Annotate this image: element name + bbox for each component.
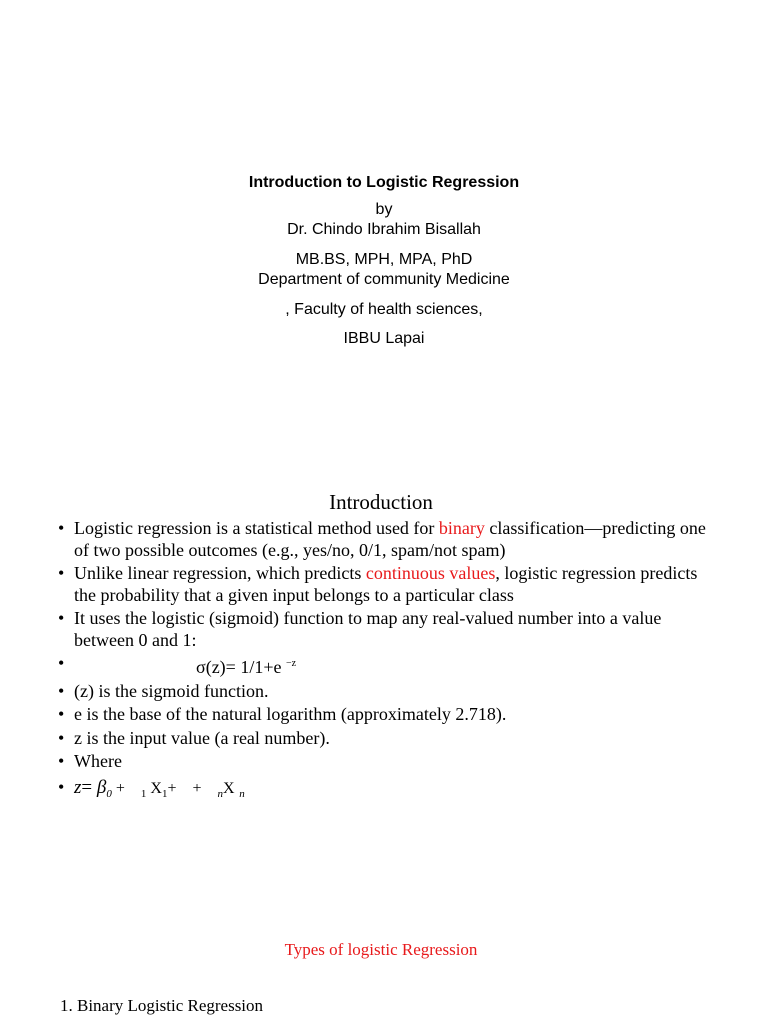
document-title: Introduction to Logistic Regression [248,174,520,191]
highlight-binary: binary [438,518,485,538]
faculty: , Faculty of health sciences, [285,301,483,318]
bullet-item [58,777,718,806]
binary-logistic-item: 1. Binary Logistic Regression [60,996,264,1015]
bullet-text: Unlike linear regression, which predicts [74,563,366,583]
bullet-text: classification—predicting one of two possible outcomes (e.g., yes/no, 0/1, spam/not spam) [74,518,706,560]
linear-predictor-formula: $z= \beta_0$ + $_1$ $X_1+$ + $_n$X $_n$ [74,776,245,800]
bullet-text: , logistic regression predicts the probability that a given input belongs to a particular class [74,563,698,605]
bullet-item [58,751,718,773]
bullet-icon: • [58,776,65,797]
bullet-icon: • [58,563,65,583]
sigmoid-formula: σ(z)= 1/1+e $^{-z}$ [196,657,297,677]
author-degrees: MB.BS, MPH, MPA, PhD [295,251,473,268]
bullet-icon: • [58,727,65,748]
bullet-text: It uses the logistic (sigmoid) function to map any real-valued number into a value between 0 and 1: [74,608,662,650]
author-name: Dr. Chindo Ibrahim Bisallah [287,221,481,238]
bullet-item [58,563,718,606]
bullet-icon: • [58,518,65,538]
bullet-icon: • [58,680,65,701]
title-block [0,173,768,349]
by-line: by [375,201,393,218]
bullet-text: e is the base of the natural logarithm (approximately 2.718). [74,704,507,724]
bullet-item [58,728,718,750]
bullet-icon: • [58,704,65,724]
bullet-text: (z) is the sigmoid function. [74,680,269,701]
institution: IBBU Lapai [343,330,425,347]
bullet-icon: • [58,608,65,628]
bullet-item [58,681,718,703]
highlight-continuous: continuous values [365,563,496,583]
bullet-item [58,518,718,561]
bullet-text: z is the input value (a real number). [74,727,330,748]
types-heading: Types of logistic Regression [284,940,478,959]
bullet-item [58,704,718,726]
bullet-icon: • [58,751,65,771]
bullet-item [58,653,718,679]
bullet-text: Where [74,751,122,771]
introduction-heading: Introduction [329,490,433,514]
bullet-icon: • [58,653,65,673]
bullet-item [58,608,718,651]
bullet-text: Logistic regression is a statistical method used for [74,518,439,538]
department: Department of community Medicine [258,271,510,288]
introduction-bullet-list [58,518,718,807]
